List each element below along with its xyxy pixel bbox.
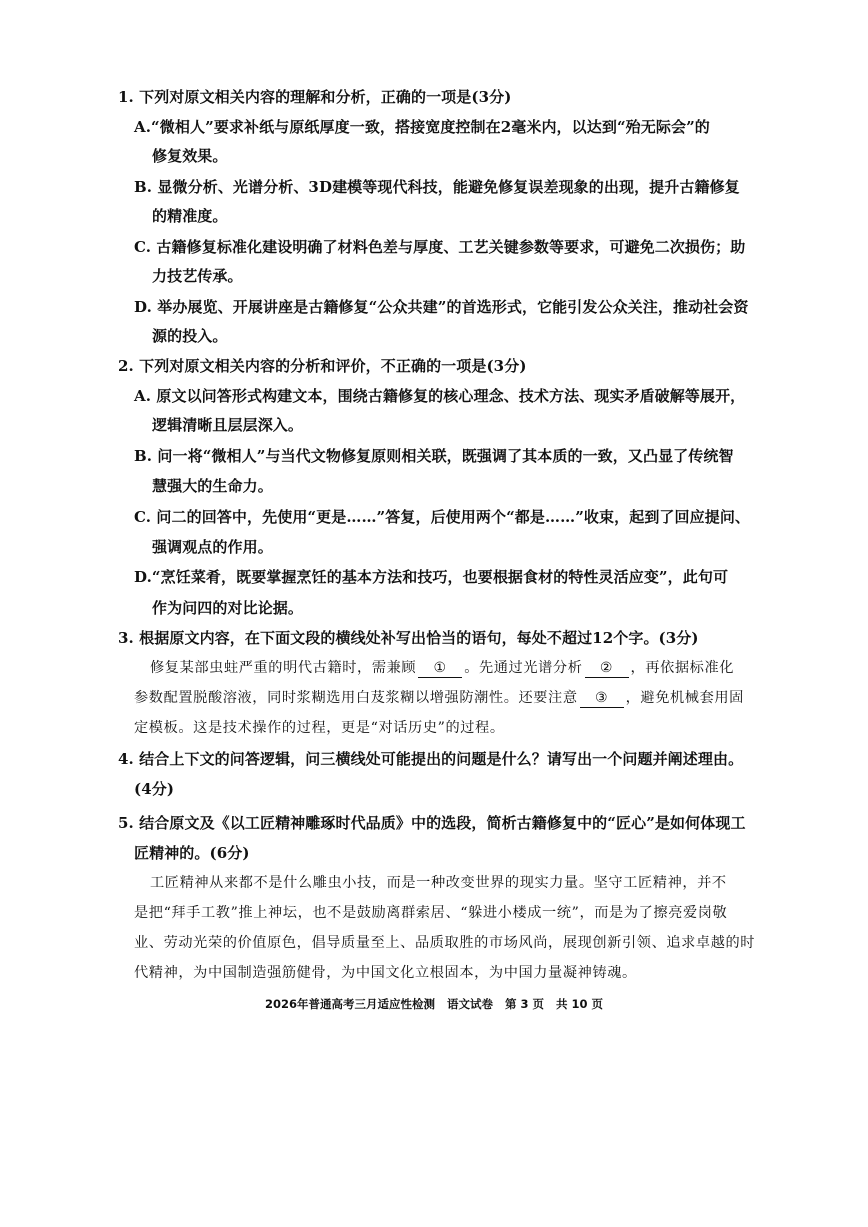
question-5-stem-cont: 匠精神的。(6分)	[134, 844, 250, 862]
passage-text: 。先通过光谱分析	[464, 660, 583, 676]
question-1-option-c-cont: 力技艺传承。	[152, 267, 243, 285]
passage-text: 修复某部虫蛀严重的明代古籍时，需兼顾	[150, 660, 417, 676]
question-3-stem: 3. 根据原文内容，在下面文段的横线处补写出恰当的语句，每处不超过12个字。(3分)	[118, 629, 699, 647]
question-1-option-b: B. 显微分析、光谱分析、3D建模等现代科技，能避免修复误差现象的出现，提升古籍修复	[134, 178, 740, 196]
question-5-excerpt-line-1: 工匠精神从来都不是什么雕虫小技，而是一种改变世界的现实力量。坚守工匠精神，并不	[150, 875, 727, 891]
answer-blank-3[interactable]: ③	[580, 689, 624, 708]
answer-blank-1[interactable]: ①	[418, 659, 462, 678]
question-1-option-a-cont: 修复效果。	[152, 147, 228, 165]
question-2-stem: 2. 下列对原文相关内容的分析和评价，不正确的一项是(3分)	[118, 357, 527, 375]
question-2-option-c: C. 问二的回答中，先使用“更是……”答复，后使用两个“都是……”收束，起到了回应提问、	[134, 508, 751, 526]
question-3-passage-line-2	[134, 687, 744, 709]
question-1-option-b-cont: 的精准度。	[152, 207, 228, 225]
answer-blank-2[interactable]: ②	[585, 659, 629, 678]
question-2-option-b: B. 问一将“微相人”与当代文物修复原则相关联，既强调了其本质的一致，又凸显了传统智	[134, 447, 734, 465]
question-1-option-d-cont: 源的投入。	[152, 327, 228, 345]
page-number: 第 3 页	[505, 997, 545, 1011]
question-2-option-d: D.“烹饪菜肴，既要掌握烹饪的基本方法和技巧，也要根据食材的特性灵活应变”，此句可	[134, 568, 729, 586]
question-4-stem: 4. 结合上下文的问答逻辑，问三横线处可能提出的问题是什么？请写出一个问题并阐述理由。	[118, 750, 744, 768]
question-3-passage-line-3: 定模板。这是技术操作的过程，更是“对话历史”的过程。	[134, 720, 505, 736]
question-2-option-d-cont: 作为问四的对比论据。	[152, 599, 304, 617]
page-total: 共 10 页	[556, 997, 604, 1011]
question-3-passage-line-1	[150, 657, 734, 679]
passage-text: 参数配置脱酸溶液，同时浆糊选用白芨浆糊以增强防潮性。还要注意	[134, 690, 578, 706]
passage-text: ，避免机械套用固	[625, 690, 744, 706]
subject-label: 语文试卷	[446, 997, 493, 1011]
question-5-excerpt-line-2: 是把“拜手工教”推上神坛，也不是鼓励离群索居、“躲进小楼成一统”，而是为了擦亮爱岗敬	[134, 905, 728, 921]
question-4-score: (4分)	[134, 780, 175, 798]
question-2-option-b-cont: 慧强大的生命力。	[152, 477, 273, 495]
question-1-stem: 1. 下列对原文相关内容的理解和分析，正确的一项是(3分)	[118, 88, 512, 106]
passage-text: ，再依据标准化	[630, 660, 735, 676]
question-1-option-a: A.“微相人”要求补纸与原纸厚度一致，搭接宽度控制在2毫米内，以达到“殆无际会”的	[134, 118, 710, 136]
question-5-excerpt-line-4: 代精神，为中国制造强筋健骨，为中国文化立根固本，为中国力量凝神铸魂。	[134, 965, 637, 981]
question-5-stem: 5. 结合原文及《以工匠精神雕琢时代品质》中的选段，简析古籍修复中的“匠心”是如何体现工	[118, 814, 746, 832]
question-1-option-c: C. 古籍修复标准化建设明确了材料色差与厚度、工艺关键参数等要求，可避免二次损伤；助	[134, 238, 746, 256]
page-footer	[0, 996, 868, 1012]
question-2-option-a: A. 原文以问答形式构建文本，围绕古籍修复的核心理念、技术方法、现实矛盾破解等展开，	[134, 387, 746, 405]
question-1-option-d: D. 举办展览、开展讲座是古籍修复“公众共建”的首选形式，它能引发公众关注，推动社会资	[134, 298, 749, 316]
question-5-excerpt-line-3: 业、劳动光荣的价值原色，倡导质量至上、品质取胜的市场风尚，展现创新引领、追求卓越的时	[134, 935, 756, 951]
exam-title: 2026年普通高考三月适应性检测	[264, 997, 435, 1011]
question-2-option-a-cont: 逻辑清晰且层层深入。	[152, 416, 304, 434]
question-2-option-c-cont: 强调观点的作用。	[152, 538, 273, 556]
